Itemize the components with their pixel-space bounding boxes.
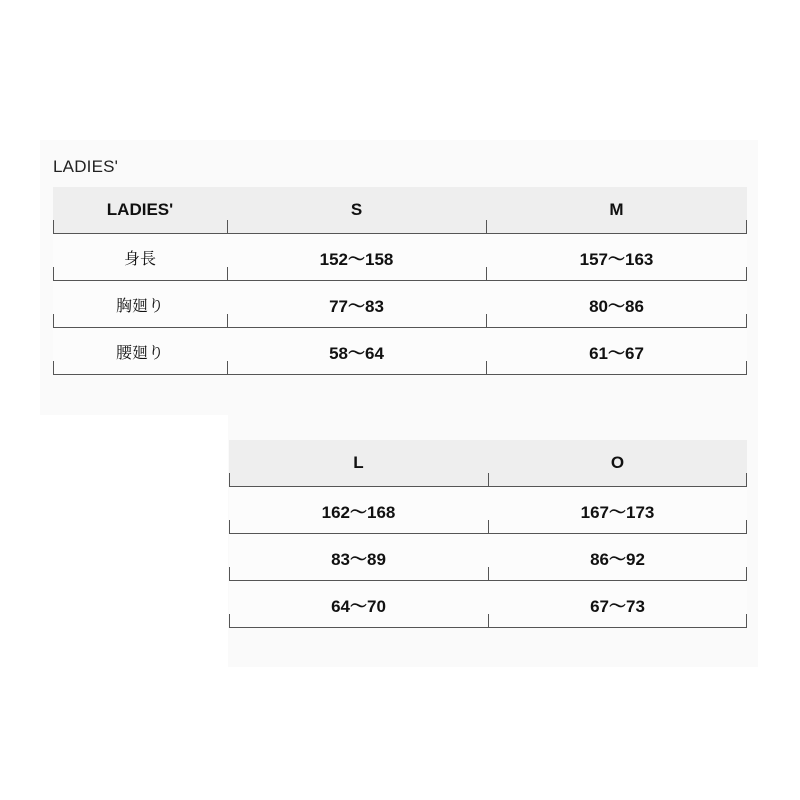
header-category: LADIES' <box>53 187 227 233</box>
table-row <box>53 328 747 375</box>
cell-hip-s: 58～64 <box>227 328 486 374</box>
row-label-height: 身長 <box>53 234 227 280</box>
header-size-l: L <box>229 440 488 486</box>
page-caption: LADIES' <box>53 157 119 176</box>
header-size-m: M <box>486 187 747 233</box>
cell-bust-m: 80～86 <box>486 281 747 327</box>
size-table-s-m <box>53 187 747 375</box>
cell-height-o: 167～173 <box>488 487 747 533</box>
table-header-row <box>53 187 747 234</box>
table-row <box>229 487 747 534</box>
header-size-s: S <box>227 187 486 233</box>
cell-bust-o: 86～92 <box>488 534 747 580</box>
table-row <box>53 234 747 281</box>
row-label-bust: 胸廻り <box>53 281 227 327</box>
table-row <box>229 581 747 628</box>
cell-hip-m: 61～67 <box>486 328 747 374</box>
cell-height-l: 162～168 <box>229 487 488 533</box>
table-row <box>53 281 747 328</box>
size-table-l-o <box>229 440 747 628</box>
table-row <box>229 534 747 581</box>
cell-hip-l: 64～70 <box>229 581 488 627</box>
cell-height-s: 152～158 <box>227 234 486 280</box>
table-header-row <box>229 440 747 487</box>
header-size-o: O <box>488 440 747 486</box>
cell-bust-l: 83～89 <box>229 534 488 580</box>
row-label-hip: 腰廻り <box>53 328 227 374</box>
cell-hip-o: 67～73 <box>488 581 747 627</box>
cell-bust-s: 77～83 <box>227 281 486 327</box>
cell-height-m: 157～163 <box>486 234 747 280</box>
